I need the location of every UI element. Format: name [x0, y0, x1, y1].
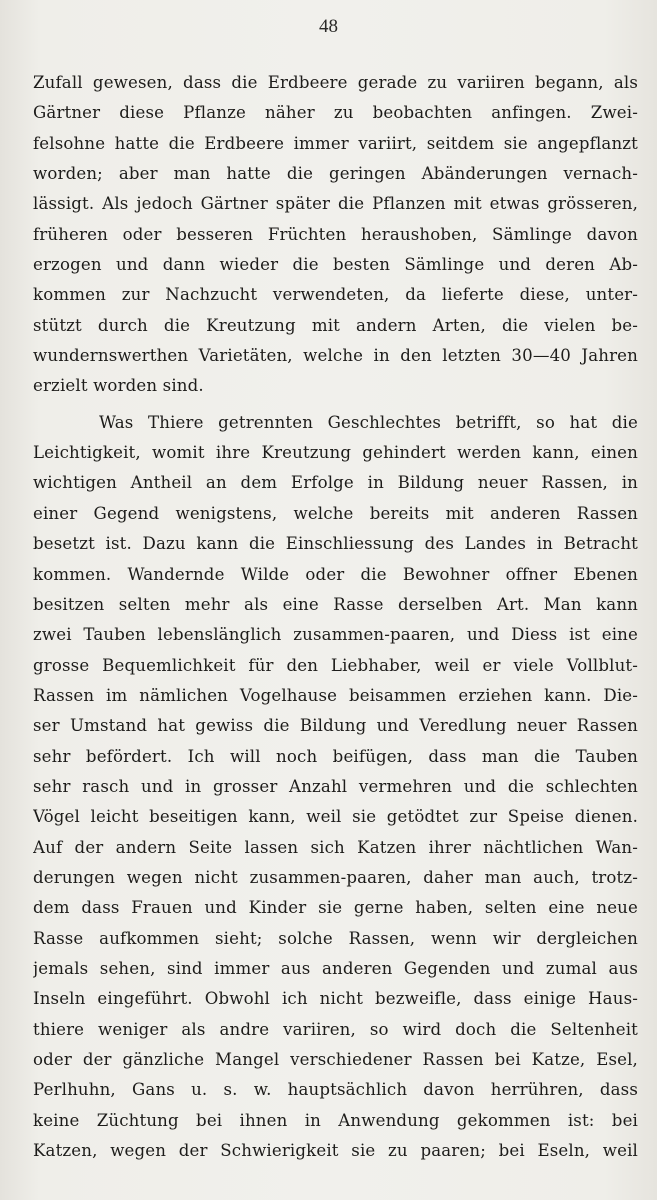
text-line: einer Gegend wenigstens, welche bereits mit anderen Rassen [33, 503, 638, 523]
text-line-paragraph-start: Was Thiere getrennten Geschlechtes betrifft, so hat die [99, 412, 638, 432]
text-line: Rasse aufkommen sieht; solche Rassen, wenn wir dergleichen [33, 928, 638, 948]
text-line: Auf der andern Seite lassen sich Katzen ihrer nächtlichen Wan- [33, 837, 638, 857]
text-line: oder der gänzliche Mangel verschiedener Rassen bei Katze, Esel, [33, 1050, 638, 1069]
text-line: früheren oder besseren Früchten heraushoben, Sämlinge davon [33, 224, 638, 244]
text-line: sehr befördert. Ich will noch beifügen, dass man die Tauben [33, 746, 638, 766]
text-line-paragraph-end: erzielt worden sind. [33, 376, 204, 396]
text-line: ser Umstand hat gewiss die Bildung und Veredlung neuer Rassen [33, 716, 638, 736]
text-line: erzogen und dann wieder die besten Sämlinge und deren Ab- [33, 255, 638, 275]
text-line: kommen zur Nachzucht verwendeten, da lieferte diese, unter- [33, 285, 638, 305]
text-line: Leichtigkeit, womit ihre Kreutzung gehindert werden kann, einen [33, 443, 638, 463]
text-line: worden; aber man hatte die geringen Abänderungen vernach- [33, 164, 638, 184]
text-line: Zufall gewesen, dass die Erdbeere gerade zu variiren begann, als [33, 73, 638, 92]
text-line: Vögel leicht beseitigen kann, weil sie getödtet zur Speise dienen. [33, 807, 638, 827]
text-line: Katzen, wegen der Schwierigkeit sie zu paaren; bei Eseln, weil [33, 1141, 638, 1161]
text-line: Rassen im nämlichen Vogelhause beisammen erziehen kann. Die- [33, 685, 638, 705]
text-line: thiere weniger als andre variiren, so wird doch die Seltenheit [33, 1019, 638, 1039]
text-line: Perlhuhn, Gans u. s. w. hauptsächlich davon herrühren, dass [33, 1080, 638, 1100]
text-line: lässigt. Als jedoch Gärtner später die Pflanzen mit etwas grösseren, [33, 194, 638, 214]
text-line: jemals sehen, sind immer aus anderen Gegenden und zumal aus [33, 958, 638, 978]
text-line: dem dass Frauen und Kinder sie gerne haben, selten eine neue [33, 898, 638, 918]
text-line: felsohne hatte die Erdbeere immer variirt, seitdem sie angepflanzt [33, 133, 638, 153]
text-line: zwei Tauben lebenslänglich zusammen-paaren, und Diess ist eine [33, 625, 638, 645]
text-line: Gärtner diese Pflanze näher zu beobachten anfingen. Zwei- [33, 103, 638, 123]
text-line: Inseln eingeführt. Obwohl ich nicht bezweifle, dass einige Haus- [33, 989, 638, 1009]
text-line: besitzen selten mehr als eine Rasse derselben Art. Man kann [33, 594, 638, 614]
text-line: kommen. Wandernde Wilde oder die Bewohner offner Ebenen [33, 564, 638, 584]
text-line: wundernswerthen Varietäten, welche in den letzten 30—40 Jahren [33, 346, 638, 366]
text-line: keine Züchtung bei ihnen in Anwendung gekommen ist: bei [33, 1110, 638, 1130]
text-line: wichtigen Antheil an dem Erfolge in Bildung neuer Rassen, in [33, 473, 638, 493]
text-line: besetzt ist. Dazu kann die Einschliessung des Landes in Betracht [33, 534, 638, 554]
text-line: derungen wegen nicht zusammen-paaren, daher man auch, trotz- [33, 867, 638, 887]
body-text [33, 68, 638, 1166]
page-number: 48 [319, 16, 338, 37]
text-line: grosse Bequemlichkeit für den Liebhaber, weil er viele Vollblut- [33, 655, 638, 675]
text-line: stützt durch die Kreutzung mit andern Arten, die vielen be- [33, 315, 638, 335]
text-line: sehr rasch und in grosser Anzahl vermehren und die schlechten [33, 776, 638, 796]
